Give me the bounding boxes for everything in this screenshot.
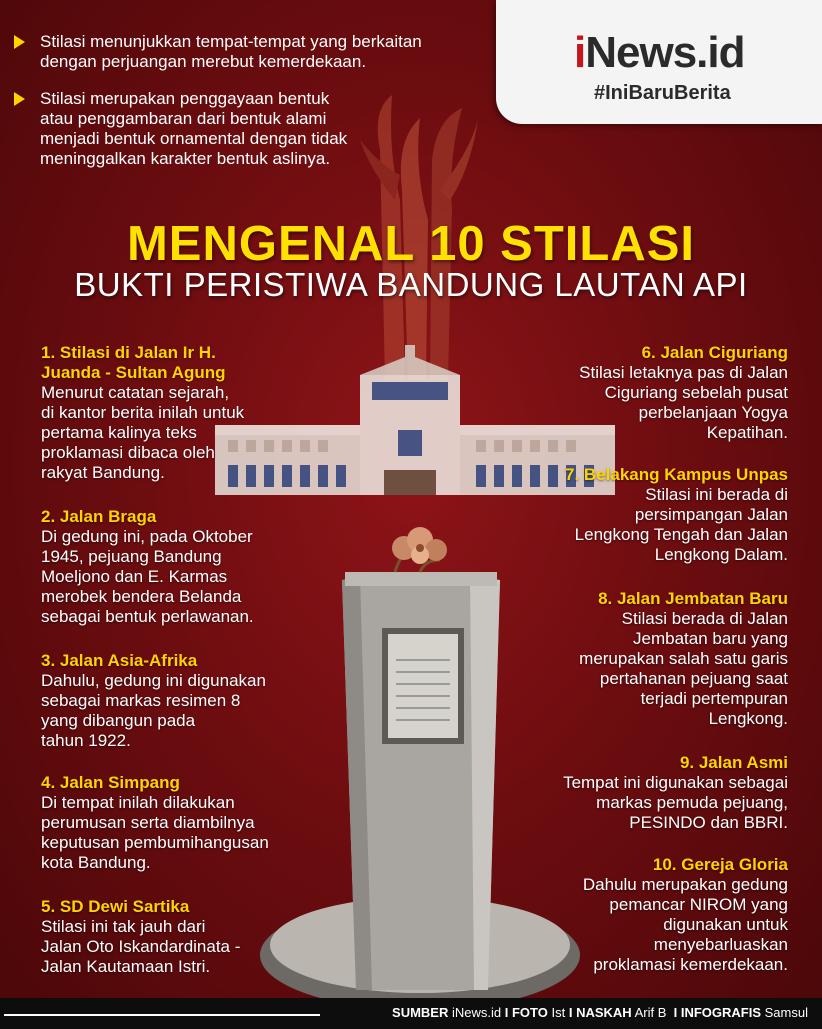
footer-credits: SUMBER iNews.id I FOTO Ist I NASKAH Arif B I INFOGRAFIS Samsul: [392, 1005, 808, 1020]
intro-bullet: Stilasi menunjukkan tempat-tempat yang berkaitan dengan perjuangan merebut kemerdekaan.: [14, 32, 484, 72]
triangle-bullet-icon: [14, 35, 25, 49]
main-title: MENGENAL 10 STILASI: [126, 217, 696, 271]
logo-tagline: #IniBaruBerita: [594, 82, 731, 104]
stilasi-entry-7: 7. Belakang Kampus Unpas Stilasi ini berada di persimpangan Jalan Lengkong Tengah dan Jalan Lengkong Dalam.: [565, 465, 788, 564]
stilasi-entry-3: 3. Jalan Asia-Afrika Dahulu, gedung ini digunakan sebagai markas resimen 8 yang dibangun pada tahun 1922.: [41, 651, 266, 750]
inews-logo-card: [496, 0, 822, 124]
stilasi-entry-9: 9. Jalan Asmi Tempat ini digunakan sebagai markas pemuda pejuang, PESINDO dan BBRI.: [563, 753, 788, 832]
stilasi-entry-6: 6. Jalan Ciguriang Stilasi letaknya pas di Jalan Ciguriang sebelah pusat perbelanjaan Yogya Kepatihan.: [579, 343, 788, 442]
inews-logo: iNews.id: [574, 28, 745, 77]
stilasi-entry-8: 8. Jalan Jembatan Baru Stilasi berada di Jalan Jembatan baru yang merupakan salah satu garis pertahanan pejuang saat terjadi pertempuran Lengkong.: [579, 589, 788, 728]
stilasi-pillar: [342, 572, 500, 990]
bronze-flower-sculpture: [392, 527, 447, 572]
intro-bullet: Stilasi merupakan penggayaan bentuk atau penggambaran dari bentuk alami menjadi bentuk ornamental dengan tidak meninggalkan karakter bentuk aslinya.: [14, 89, 484, 169]
stilasi-entry-2: 2. Jalan Braga Di gedung ini, pada Oktober 1945, pejuang Bandung Moeljono dan E. Karmas merobek bendera Belanda sebagai bentuk perlawanan.: [41, 507, 254, 626]
stilasi-entry-10: 10. Gereja Gloria Dahulu merupakan gedung pemancar NIROM yang digunakan untuk menyebarluaskan proklamasi kemerdekaan.: [582, 855, 788, 974]
intro-bullets: [14, 32, 484, 186]
stilasi-entry-4: 4. Jalan Simpang Di tempat inilah dilakukan perumusan serta diambilnya keputusan pembumihangusan kota Bandung.: [41, 773, 269, 872]
triangle-bullet-icon: [14, 92, 25, 106]
stilasi-entry-5: 5. SD Dewi Sartika Stilasi ini tak jauh dari Jalan Oto Iskandardinata - Jalan Kautamaan Istri.: [41, 897, 241, 976]
credits-footer: [0, 998, 822, 1029]
stilasi-entry-1: 1. Stilasi di Jalan Ir H. Juanda - Sultan Agung Menurut catatan sejarah, di kantor berita inilah untuk pertama kalinya teks proklamasi dibaca oleh rakyat Bandung.: [41, 343, 245, 482]
main-subtitle: BUKTI PERISTIWA BANDUNG LAUTAN API: [74, 266, 748, 303]
footer-divider: [4, 1014, 320, 1016]
